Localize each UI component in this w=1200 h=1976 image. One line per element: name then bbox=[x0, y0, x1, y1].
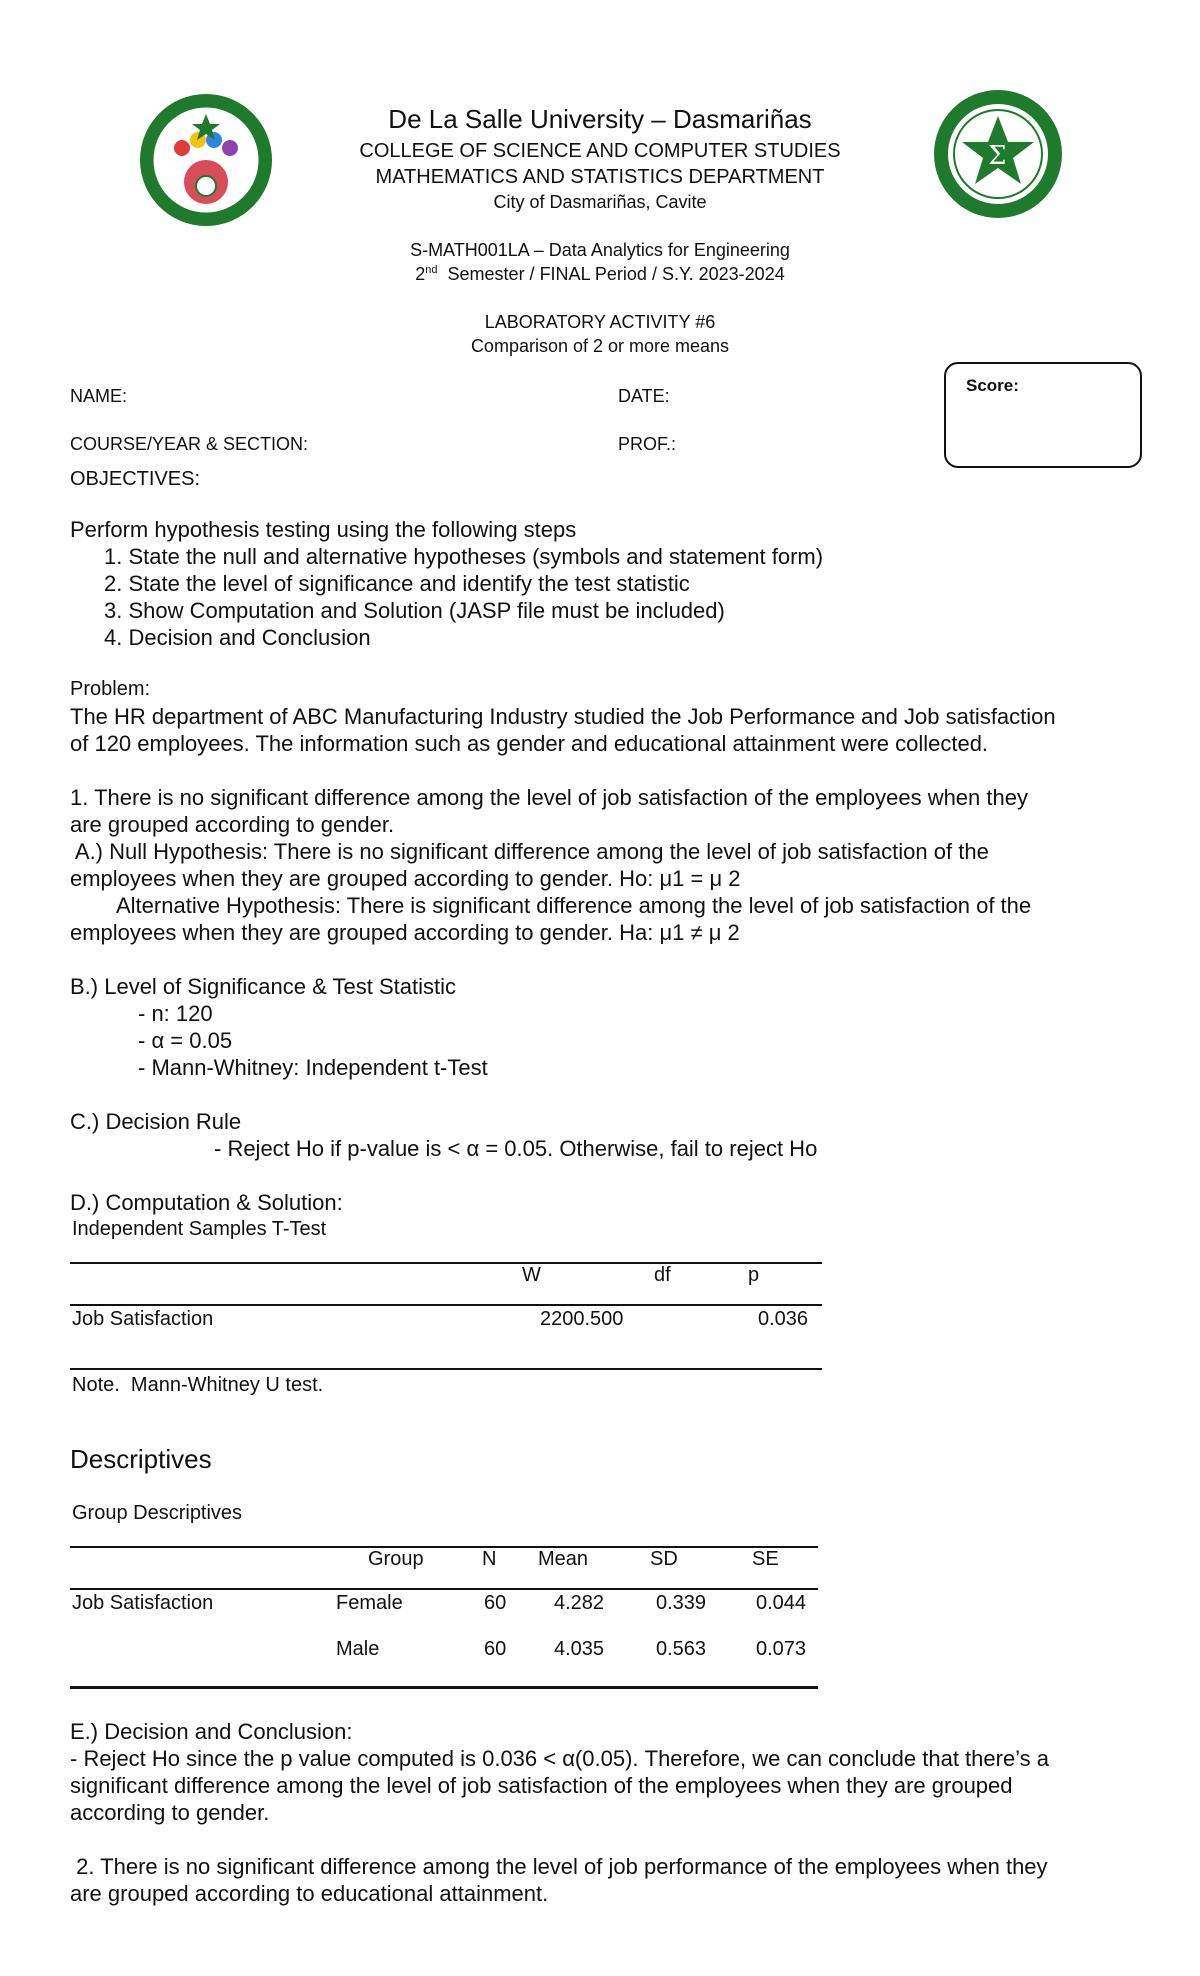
desc-se: 0.044 bbox=[756, 1592, 807, 1614]
prof-label: PROF.: bbox=[618, 434, 677, 454]
q2-statement: are grouped according to educational attainment. bbox=[70, 1881, 549, 1906]
table-rule bbox=[70, 1686, 818, 1689]
city-name: City of Dasmariñas, Cavite bbox=[493, 192, 707, 212]
ttest-p-value: 0.036 bbox=[758, 1308, 809, 1330]
ttest-title: Independent Samples T-Test bbox=[72, 1218, 327, 1240]
table-rule bbox=[70, 1368, 822, 1370]
significance-item: - n: 120 bbox=[138, 1001, 213, 1026]
group-descriptives-title: Group Descriptives bbox=[72, 1502, 243, 1524]
ttest-note: Note. Mann-Whitney U test. bbox=[72, 1374, 324, 1396]
ttest-col-w: W bbox=[522, 1264, 541, 1286]
ttest-col-p: p bbox=[748, 1264, 760, 1286]
desc-col-se: SE bbox=[752, 1548, 779, 1570]
problem-line: The HR department of ABC Manufacturing Industry studied the Job Performance and Job satisfaction bbox=[70, 704, 1056, 729]
table-rule bbox=[70, 1304, 822, 1306]
semester-number: 2 bbox=[415, 264, 426, 284]
conclusion-heading: E.) Decision and Conclusion: bbox=[70, 1719, 353, 1744]
name-label: NAME: bbox=[70, 386, 128, 406]
objective-step: 4. Decision and Conclusion bbox=[104, 625, 371, 650]
ttest-row-label: Job Satisfaction bbox=[72, 1308, 214, 1330]
desc-sd: 0.339 bbox=[656, 1592, 707, 1614]
significance-item: - α = 0.05 bbox=[138, 1028, 233, 1053]
conclusion-text: significant difference among the level of job satisfaction of the employees when they are grouped bbox=[70, 1773, 1013, 1798]
desc-n: 60 bbox=[484, 1592, 507, 1614]
svg-text:Σ: Σ bbox=[988, 141, 1007, 171]
objectives-heading: OBJECTIVES: bbox=[70, 468, 201, 490]
desc-col-sd: SD bbox=[650, 1548, 678, 1570]
math-dept-seal-logo bbox=[930, 86, 1066, 222]
desc-col-mean: Mean bbox=[538, 1548, 589, 1570]
desc-group: Female bbox=[336, 1592, 403, 1614]
problem-label: Problem: bbox=[70, 678, 151, 700]
objective-step: 3. Show Computation and Solution (JASP file must be included) bbox=[104, 598, 725, 623]
semester-suffix: nd bbox=[425, 264, 438, 276]
desc-se: 0.073 bbox=[756, 1638, 807, 1660]
conclusion-text: according to gender. bbox=[70, 1800, 270, 1825]
semester-line bbox=[250, 264, 950, 285]
q1-statement: 1. There is no significant difference among the level of job satisfaction of the employees when they bbox=[70, 785, 1028, 810]
computation-heading: D.) Computation & Solution: bbox=[70, 1190, 343, 1215]
decision-rule: - Reject Ho if p-value is < α = 0.05. Otherwise, fail to reject Ho bbox=[214, 1136, 818, 1161]
activity-title: Comparison of 2 or more means bbox=[470, 336, 730, 356]
desc-sd: 0.563 bbox=[656, 1638, 707, 1660]
objective-step: 2. State the level of significance and identify the test statistic bbox=[104, 571, 690, 596]
score-label: Score: bbox=[966, 376, 1019, 395]
university-name: De La Salle University – Dasmariñas bbox=[388, 104, 812, 134]
ttest-col-df: df bbox=[654, 1264, 671, 1286]
desc-mean: 4.282 bbox=[554, 1592, 605, 1614]
objective-step: 1. State the null and alternative hypotheses (symbols and statement form) bbox=[104, 544, 824, 569]
college-name: COLLEGE OF SCIENCE AND COMPUTER STUDIES bbox=[359, 140, 841, 162]
objectives-intro: Perform hypothesis testing using the following steps bbox=[70, 517, 577, 542]
table-rule bbox=[70, 1588, 818, 1590]
conclusion-text: - Reject Ho since the p value computed is 0.036 < α(0.05). Therefore, we can conclude that there’s a bbox=[70, 1746, 1050, 1771]
table-rule bbox=[70, 1262, 822, 1264]
desc-n: 60 bbox=[484, 1638, 507, 1660]
null-hypothesis: employees when they are grouped according to gender. Ho: μ1 = μ 2 bbox=[70, 866, 741, 891]
table-rule bbox=[70, 1546, 818, 1548]
alternative-hypothesis: Alternative Hypothesis: There is significant difference among the level of job satisfaction of the bbox=[116, 893, 1032, 918]
q2-statement: 2. There is no significant difference among the level of job performance of the employees when they bbox=[70, 1854, 1048, 1879]
date-label: DATE: bbox=[618, 386, 670, 406]
course-section-label: COURSE/YEAR & SECTION: bbox=[70, 434, 309, 454]
desc-col-group: Group bbox=[368, 1548, 424, 1570]
desc-row-label: Job Satisfaction bbox=[72, 1592, 214, 1614]
score-box bbox=[944, 362, 1142, 468]
null-hypothesis: A.) Null Hypothesis: There is no significant difference among the level of job satisfaction of the bbox=[70, 839, 989, 864]
department-name: MATHEMATICS AND STATISTICS DEPARTMENT bbox=[375, 166, 825, 188]
ttest-w-value: 2200.500 bbox=[540, 1308, 624, 1330]
course-title: S-MATH001LA – Data Analytics for Engineering bbox=[410, 240, 790, 260]
problem-line: of 120 employees. The information such as gender and educational attainment were collected. bbox=[70, 731, 989, 756]
semester-rest: Semester / FINAL Period / S.Y. 2023-2024 bbox=[437, 264, 785, 284]
significance-item: - Mann-Whitney: Independent t-Test bbox=[138, 1055, 488, 1080]
significance-heading: B.) Level of Significance & Test Statistic bbox=[70, 974, 456, 999]
desc-mean: 4.035 bbox=[554, 1638, 605, 1660]
descriptives-heading: Descriptives bbox=[70, 1444, 212, 1474]
desc-col-n: N bbox=[482, 1548, 497, 1570]
decision-rule-heading: C.) Decision Rule bbox=[70, 1109, 242, 1134]
q1-statement: are grouped according to gender. bbox=[70, 812, 395, 837]
alternative-hypothesis: employees when they are grouped according to gender. Ha: μ1 ≠ μ 2 bbox=[70, 920, 740, 945]
activity-number: LABORATORY ACTIVITY #6 bbox=[484, 312, 716, 332]
desc-group: Male bbox=[336, 1638, 380, 1660]
